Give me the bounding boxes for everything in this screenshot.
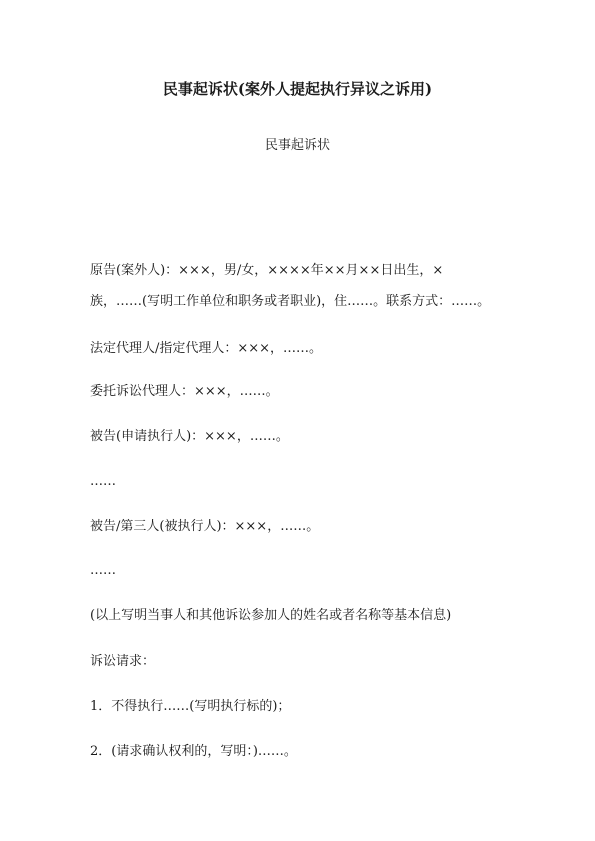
parties-note: (以上写明当事人和其他诉讼参加人的姓名或者名称等基本信息) — [90, 608, 452, 623]
plaintiff-line-1: 原告(案外人)：×××，男/女，××××年××月××日出生，× — [90, 263, 444, 278]
plaintiff-line-2: 族，……(写明工作单位和职务或者职业)，住……。联系方式：……。 — [90, 294, 491, 309]
entrusted-agent: 委托诉讼代理人：×××，……。 — [90, 384, 279, 399]
defendant-third-party: 被告/第三人(被执行人)：×××，……。 — [90, 519, 320, 534]
document-title: 民事起诉状(案外人提起执行异议之诉用) — [162, 80, 433, 98]
document-subtitle: 民事起诉状 — [264, 138, 330, 153]
claim-item-2: 2．(请求确认权利的，写明：)……。 — [90, 744, 297, 759]
ellipsis-line-1: …… — [90, 474, 116, 489]
claim-item-1: 1．不得执行……(写明执行标的)； — [90, 699, 291, 714]
ellipsis-line-2: …… — [90, 563, 116, 578]
legal-representative: 法定代理人/指定代理人：×××，……。 — [90, 341, 323, 356]
defendant-applicant: 被告(申请执行人)：×××，……。 — [90, 429, 289, 444]
claims-heading: 诉讼请求： — [90, 654, 156, 669]
